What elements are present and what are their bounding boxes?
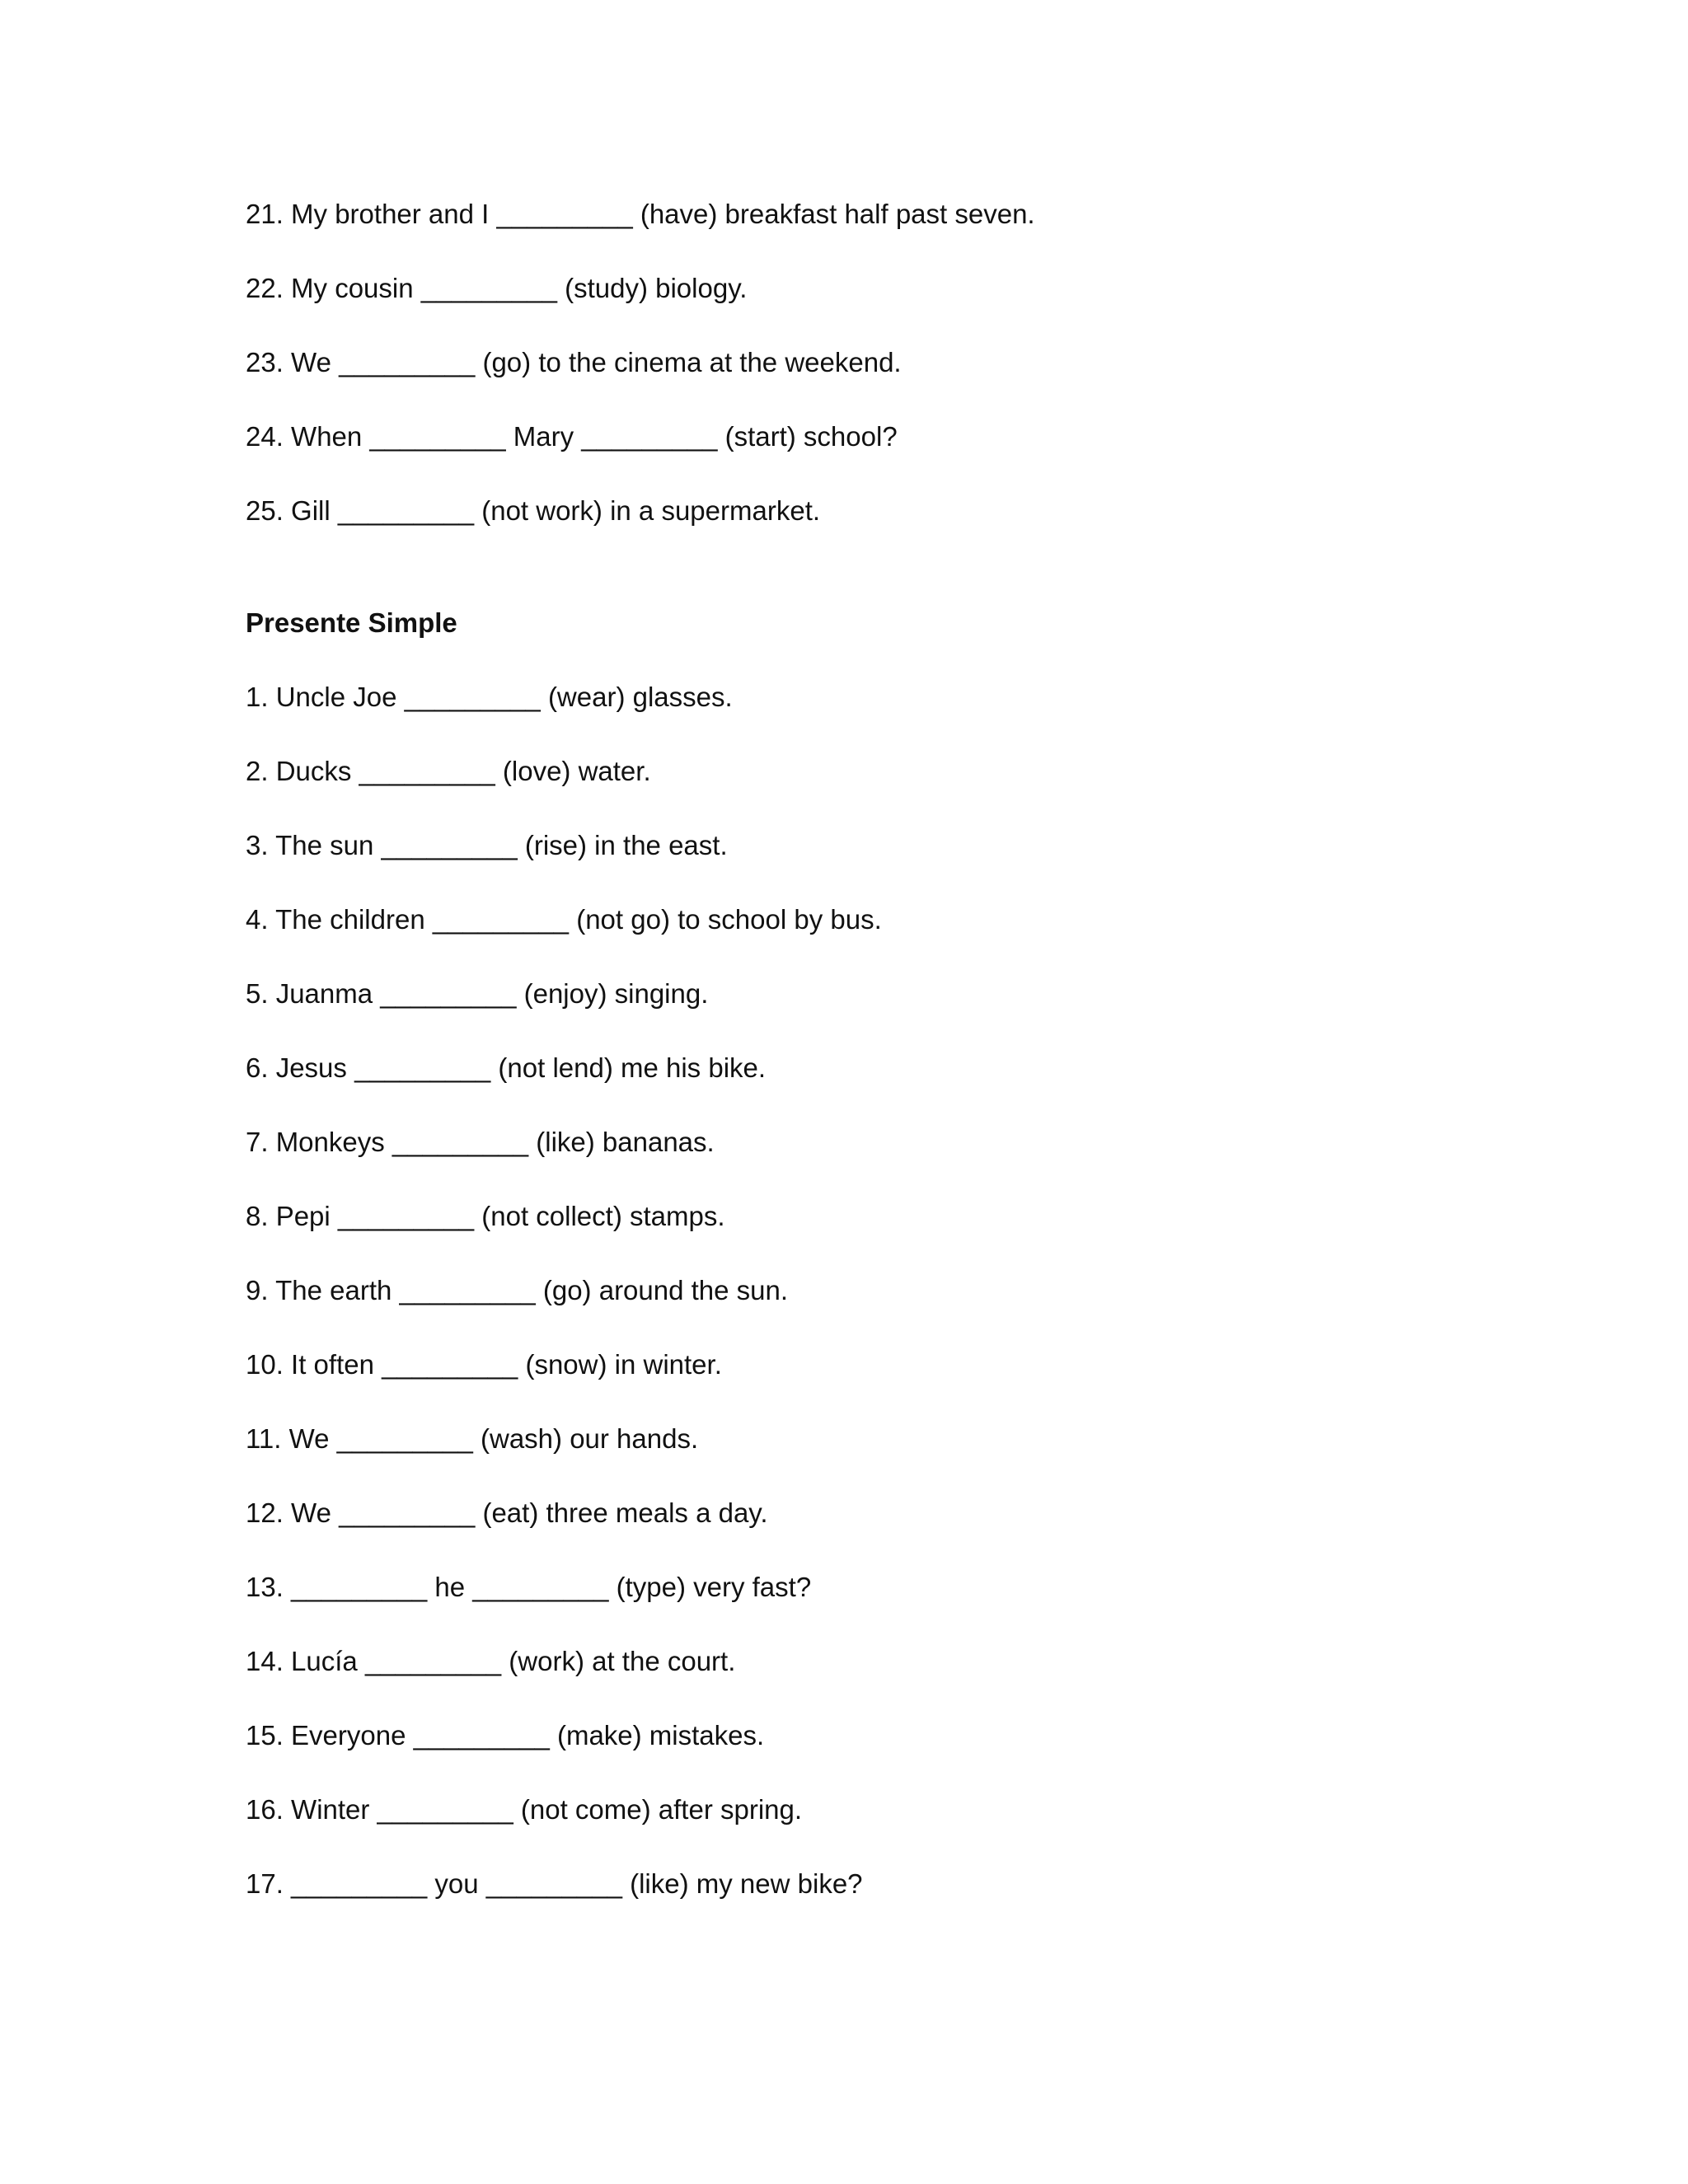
exercise-text: 14. Lucía _________ (work) at the court. — [246, 1646, 736, 1676]
exercise-item — [246, 1719, 764, 1752]
exercise-item — [246, 1793, 802, 1826]
exercise-item — [246, 198, 1035, 231]
exercise-text: 22. My cousin _________ (study) biology. — [246, 273, 748, 303]
exercise-text: 1. Uncle Joe _________ (wear) glasses. — [246, 682, 733, 712]
exercise-text: 5. Juanma _________ (enjoy) singing. — [246, 978, 709, 1009]
exercise-item — [246, 494, 820, 527]
exercise-text: 6. Jesus _________ (not lend) me his bike. — [246, 1052, 767, 1083]
exercise-item — [246, 829, 728, 862]
exercise-text: 4. The children _________ (not go) to school by bus. — [246, 904, 882, 935]
exercise-item — [246, 977, 708, 1010]
exercise-item — [246, 346, 902, 379]
section-heading: Presente Simple — [246, 607, 457, 638]
exercise-item — [246, 1200, 725, 1233]
exercise-text: 9. The earth _________ (go) around the sun. — [246, 1275, 789, 1305]
exercise-text: 15. Everyone _________ (make) mistakes. — [246, 1720, 765, 1750]
exercise-item — [246, 1422, 698, 1455]
exercise-item — [246, 1052, 766, 1085]
exercise-item — [246, 1348, 722, 1381]
exercise-item — [246, 1868, 863, 1900]
exercise-item — [246, 1274, 788, 1307]
exercise-item — [246, 420, 898, 453]
exercise-text: 17. _________ you _________ (like) my new bike? — [246, 1868, 863, 1899]
exercise-item — [246, 1497, 768, 1530]
section-heading-block — [246, 607, 1482, 640]
exercise-item — [246, 1126, 715, 1159]
exercise-item — [246, 1645, 735, 1678]
exercise-text: 13. _________ he _________ (type) very fast? — [246, 1572, 812, 1602]
exercise-item — [246, 681, 733, 714]
exercise-text: 11. We _________ (wash) our hands. — [246, 1423, 699, 1454]
exercise-text: 8. Pepi _________ (not collect) stamps. — [246, 1201, 725, 1231]
exercise-item — [246, 1571, 811, 1604]
exercise-text: 23. We _________ (go) to the cinema at the weekend. — [246, 347, 902, 377]
exercise-text: 10. It often _________ (snow) in winter. — [246, 1349, 722, 1380]
exercise-item — [246, 903, 882, 936]
exercise-text: 12. We _________ (eat) three meals a day. — [246, 1497, 768, 1528]
exercise-text: 3. The sun _________ (rise) in the east. — [246, 830, 728, 860]
exercise-text: 21. My brother and I _________ (have) breakfast half past seven. — [246, 199, 1035, 229]
exercise-text: 2. Ducks _________ (love) water. — [246, 756, 651, 786]
exercise-text: 25. Gill _________ (not work) in a supermarket. — [246, 495, 821, 526]
exercise-text: 24. When _________ Mary _________ (start) school? — [246, 421, 898, 452]
exercise-text: 16. Winter _________ (not come) after spring. — [246, 1794, 803, 1825]
exercise-item — [246, 272, 747, 305]
exercise-text: 7. Monkeys _________ (like) bananas. — [246, 1127, 715, 1157]
exercise-item — [246, 755, 651, 788]
